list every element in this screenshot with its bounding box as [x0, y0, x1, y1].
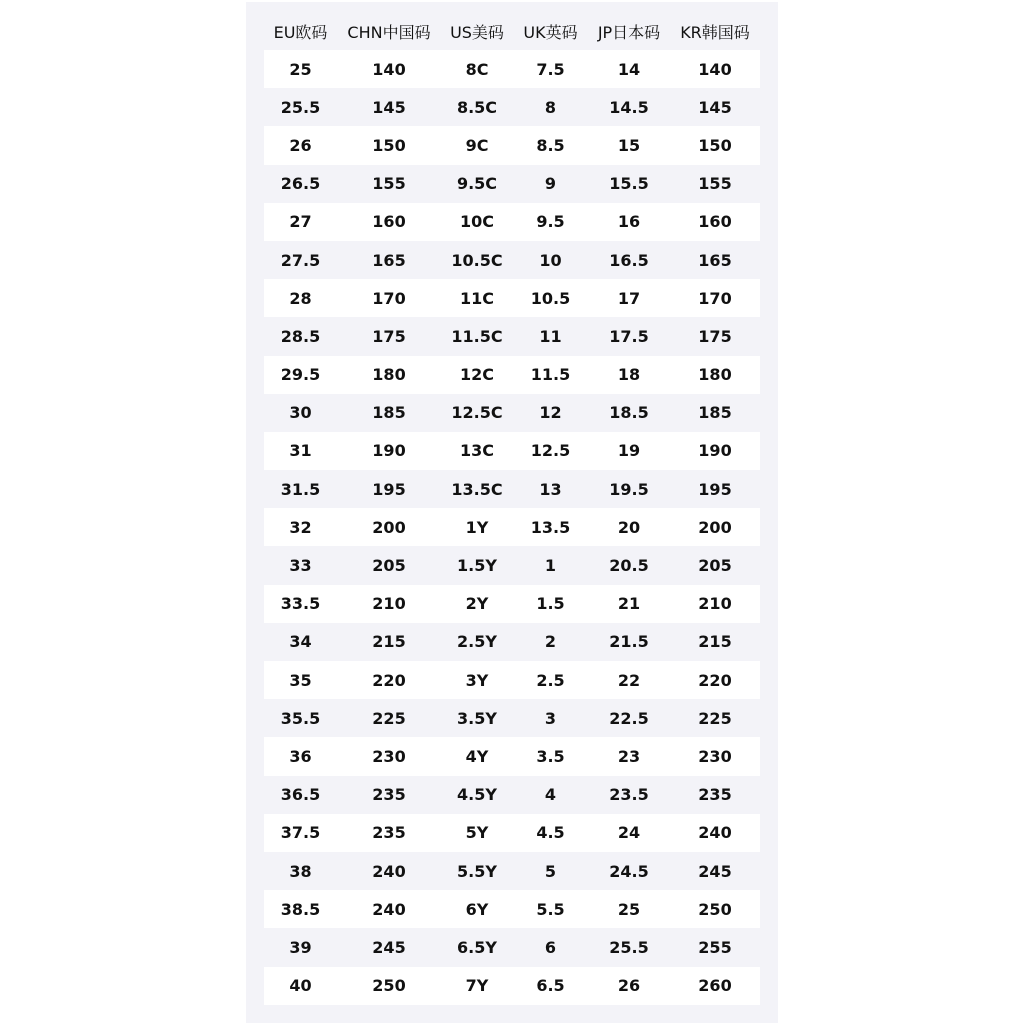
cell-chn: 170 [337, 279, 441, 317]
cell-us: 11.5C [441, 317, 513, 355]
cell-uk: 12 [513, 394, 588, 432]
cell-jp: 14.5 [588, 88, 670, 126]
cell-us: 13.5C [441, 470, 513, 508]
cell-chn: 190 [337, 432, 441, 470]
cell-kr: 260 [670, 967, 760, 1005]
cell-kr: 180 [670, 356, 760, 394]
cell-chn: 250 [337, 967, 441, 1005]
cell-us: 10.5C [441, 241, 513, 279]
cell-eu: 37.5 [264, 814, 337, 852]
cell-us: 9.5C [441, 165, 513, 203]
cell-kr: 205 [670, 546, 760, 584]
table-body [264, 50, 760, 1005]
cell-jp: 15.5 [588, 165, 670, 203]
cell-us: 11C [441, 279, 513, 317]
table-row [264, 470, 760, 508]
table-row [264, 737, 760, 775]
cell-eu: 34 [264, 623, 337, 661]
cell-eu: 25 [264, 50, 337, 88]
header-row [264, 12, 760, 50]
cell-jp: 22.5 [588, 699, 670, 737]
cell-eu: 32 [264, 508, 337, 546]
cell-uk: 10.5 [513, 279, 588, 317]
table-row [264, 661, 760, 699]
cell-eu: 26.5 [264, 165, 337, 203]
cell-chn: 175 [337, 317, 441, 355]
cell-kr: 185 [670, 394, 760, 432]
table-row [264, 432, 760, 470]
cell-kr: 235 [670, 776, 760, 814]
cell-uk: 5 [513, 852, 588, 890]
cell-kr: 245 [670, 852, 760, 890]
cell-uk: 9 [513, 165, 588, 203]
cell-eu: 36.5 [264, 776, 337, 814]
table-row [264, 585, 760, 623]
cell-kr: 210 [670, 585, 760, 623]
cell-chn: 240 [337, 890, 441, 928]
cell-eu: 38.5 [264, 890, 337, 928]
cell-chn: 230 [337, 737, 441, 775]
cell-jp: 17 [588, 279, 670, 317]
cell-uk: 12.5 [513, 432, 588, 470]
cell-eu: 31 [264, 432, 337, 470]
cell-eu: 33.5 [264, 585, 337, 623]
cell-jp: 16.5 [588, 241, 670, 279]
cell-chn: 185 [337, 394, 441, 432]
table-row [264, 317, 760, 355]
cell-uk: 11 [513, 317, 588, 355]
table-row [264, 394, 760, 432]
table-row [264, 279, 760, 317]
cell-us: 13C [441, 432, 513, 470]
cell-kr: 160 [670, 203, 760, 241]
table-row [264, 88, 760, 126]
size-chart-panel [246, 2, 778, 1023]
cell-jp: 14 [588, 50, 670, 88]
cell-jp: 19 [588, 432, 670, 470]
cell-eu: 36 [264, 737, 337, 775]
cell-chn: 225 [337, 699, 441, 737]
cell-kr: 195 [670, 470, 760, 508]
cell-chn: 155 [337, 165, 441, 203]
cell-us: 1Y [441, 508, 513, 546]
cell-eu: 35.5 [264, 699, 337, 737]
cell-jp: 23 [588, 737, 670, 775]
header-eu: EU欧码 [273, 22, 328, 42]
cell-uk: 2.5 [513, 661, 588, 699]
cell-kr: 220 [670, 661, 760, 699]
cell-uk: 4 [513, 776, 588, 814]
cell-kr: 255 [670, 928, 760, 966]
cell-eu: 28 [264, 279, 337, 317]
cell-kr: 230 [670, 737, 760, 775]
cell-kr: 190 [670, 432, 760, 470]
cell-jp: 25.5 [588, 928, 670, 966]
cell-chn: 215 [337, 623, 441, 661]
table-row [264, 852, 760, 890]
header-kr: KR韩国码 [680, 22, 750, 42]
cell-kr: 215 [670, 623, 760, 661]
cell-eu: 29.5 [264, 356, 337, 394]
cell-jp: 15 [588, 126, 670, 164]
table-row [264, 623, 760, 661]
cell-kr: 200 [670, 508, 760, 546]
cell-us: 1.5Y [441, 546, 513, 584]
cell-uk: 3.5 [513, 737, 588, 775]
table-row [264, 241, 760, 279]
cell-jp: 19.5 [588, 470, 670, 508]
cell-eu: 26 [264, 126, 337, 164]
cell-uk: 11.5 [513, 356, 588, 394]
table-row [264, 508, 760, 546]
table-row [264, 546, 760, 584]
cell-eu: 35 [264, 661, 337, 699]
cell-eu: 39 [264, 928, 337, 966]
cell-us: 10C [441, 203, 513, 241]
cell-chn: 195 [337, 470, 441, 508]
cell-jp: 26 [588, 967, 670, 1005]
cell-jp: 23.5 [588, 776, 670, 814]
cell-us: 5Y [441, 814, 513, 852]
cell-chn: 145 [337, 88, 441, 126]
cell-chn: 210 [337, 585, 441, 623]
cell-kr: 150 [670, 126, 760, 164]
cell-kr: 250 [670, 890, 760, 928]
cell-uk: 2 [513, 623, 588, 661]
cell-uk: 7.5 [513, 50, 588, 88]
cell-chn: 165 [337, 241, 441, 279]
cell-us: 6Y [441, 890, 513, 928]
cell-uk: 8.5 [513, 126, 588, 164]
table-row [264, 126, 760, 164]
cell-eu: 27.5 [264, 241, 337, 279]
cell-uk: 4.5 [513, 814, 588, 852]
cell-us: 12.5C [441, 394, 513, 432]
cell-kr: 175 [670, 317, 760, 355]
cell-kr: 240 [670, 814, 760, 852]
cell-chn: 235 [337, 776, 441, 814]
cell-jp: 18.5 [588, 394, 670, 432]
cell-jp: 24 [588, 814, 670, 852]
cell-eu: 31.5 [264, 470, 337, 508]
cell-chn: 200 [337, 508, 441, 546]
cell-kr: 140 [670, 50, 760, 88]
cell-uk: 8 [513, 88, 588, 126]
size-conversion-table [264, 12, 760, 1005]
cell-us: 8C [441, 50, 513, 88]
cell-chn: 240 [337, 852, 441, 890]
cell-uk: 6.5 [513, 967, 588, 1005]
table-row [264, 356, 760, 394]
cell-us: 2.5Y [441, 623, 513, 661]
cell-chn: 160 [337, 203, 441, 241]
cell-uk: 6 [513, 928, 588, 966]
cell-us: 3Y [441, 661, 513, 699]
cell-uk: 10 [513, 241, 588, 279]
cell-chn: 140 [337, 50, 441, 88]
cell-eu: 33 [264, 546, 337, 584]
table-row [264, 699, 760, 737]
cell-jp: 16 [588, 203, 670, 241]
cell-us: 9C [441, 126, 513, 164]
header-jp: JP日本码 [597, 22, 661, 42]
cell-chn: 150 [337, 126, 441, 164]
cell-us: 8.5C [441, 88, 513, 126]
cell-jp: 20 [588, 508, 670, 546]
table-row [264, 165, 760, 203]
cell-us: 12C [441, 356, 513, 394]
cell-jp: 24.5 [588, 852, 670, 890]
cell-uk: 13 [513, 470, 588, 508]
table-row [264, 203, 760, 241]
header-us: US美码 [450, 22, 504, 42]
cell-jp: 21.5 [588, 623, 670, 661]
cell-jp: 21 [588, 585, 670, 623]
cell-uk: 5.5 [513, 890, 588, 928]
cell-chn: 220 [337, 661, 441, 699]
cell-us: 6.5Y [441, 928, 513, 966]
cell-chn: 205 [337, 546, 441, 584]
cell-chn: 245 [337, 928, 441, 966]
table-row [264, 776, 760, 814]
cell-kr: 170 [670, 279, 760, 317]
header-chn: CHN中国码 [347, 22, 431, 42]
cell-jp: 20.5 [588, 546, 670, 584]
cell-jp: 18 [588, 356, 670, 394]
cell-us: 2Y [441, 585, 513, 623]
cell-eu: 27 [264, 203, 337, 241]
cell-uk: 13.5 [513, 508, 588, 546]
cell-uk: 3 [513, 699, 588, 737]
cell-chn: 180 [337, 356, 441, 394]
cell-us: 5.5Y [441, 852, 513, 890]
header-uk: UK英码 [523, 22, 578, 42]
cell-eu: 40 [264, 967, 337, 1005]
table-row [264, 890, 760, 928]
cell-us: 4Y [441, 737, 513, 775]
cell-us: 7Y [441, 967, 513, 1005]
cell-us: 3.5Y [441, 699, 513, 737]
cell-kr: 145 [670, 88, 760, 126]
cell-kr: 155 [670, 165, 760, 203]
table-row [264, 50, 760, 88]
cell-uk: 1 [513, 546, 588, 584]
cell-jp: 17.5 [588, 317, 670, 355]
table-row [264, 967, 760, 1005]
cell-jp: 22 [588, 661, 670, 699]
cell-jp: 25 [588, 890, 670, 928]
cell-eu: 28.5 [264, 317, 337, 355]
cell-us: 4.5Y [441, 776, 513, 814]
cell-uk: 9.5 [513, 203, 588, 241]
cell-kr: 165 [670, 241, 760, 279]
cell-eu: 30 [264, 394, 337, 432]
cell-uk: 1.5 [513, 585, 588, 623]
cell-kr: 225 [670, 699, 760, 737]
cell-eu: 25.5 [264, 88, 337, 126]
table-row [264, 814, 760, 852]
cell-eu: 38 [264, 852, 337, 890]
cell-chn: 235 [337, 814, 441, 852]
table-row [264, 928, 760, 966]
